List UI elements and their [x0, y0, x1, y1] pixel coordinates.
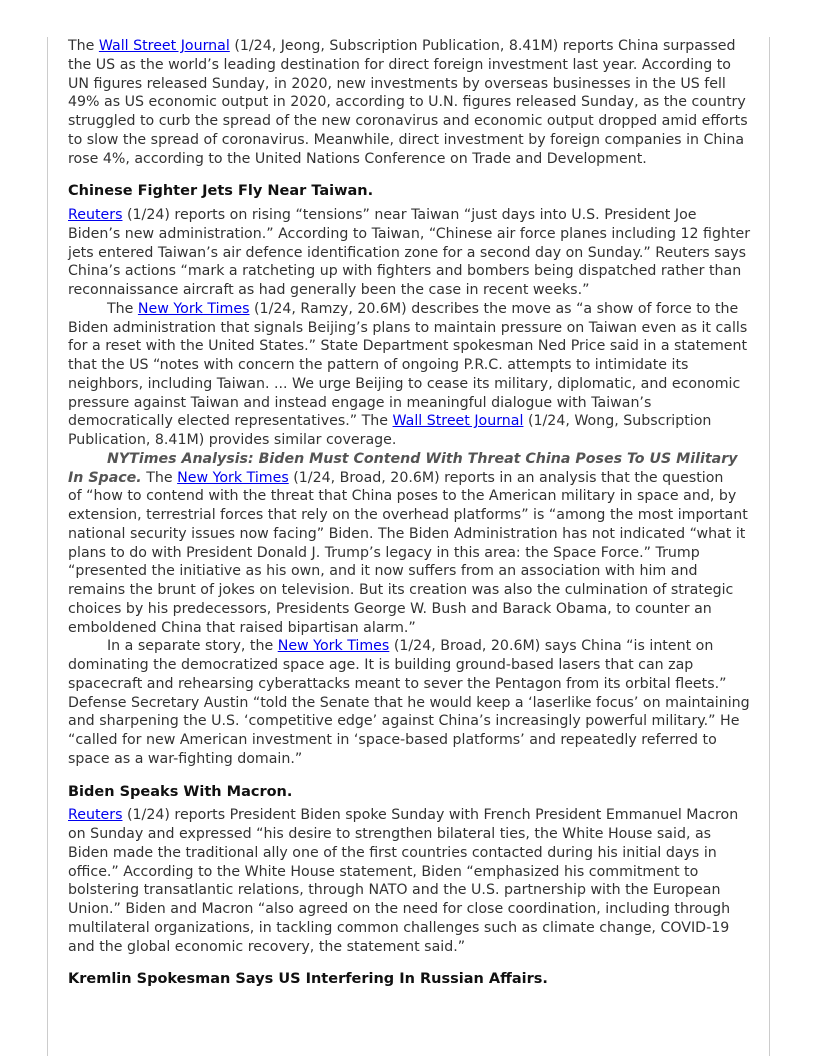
- text-run: Biden administration that signals Beijing’s plans to maintain pressure on Taiwan even as it calls: [68, 319, 748, 336]
- text-line: [68, 75, 758, 94]
- text-line: [68, 281, 758, 300]
- text-run: Publication, 8.41M) provides similar coverage.: [68, 432, 397, 448]
- text-run: office.” According to the White House statement, Biden “emphasized his commitment to: [68, 863, 699, 880]
- text-line: [68, 37, 758, 56]
- source-link[interactable]: Wall Street Journal: [392, 413, 524, 430]
- source-link[interactable]: New York Times: [137, 300, 250, 317]
- text-run: choices by his predecessors, Presidents George W. Bush and Barack Obama, to counter an: [68, 600, 712, 617]
- text-line: [68, 375, 758, 394]
- text-run: remains the brunt of jokes on television. But its creation was also the culmination of strategic: [68, 582, 734, 598]
- text-run: on Sunday and expressed “his desire to strengthen bilateral ties, the White House said, as: [68, 826, 712, 842]
- text-run: space as a war-fighting domain.”: [68, 750, 303, 767]
- text-line: [68, 131, 758, 150]
- text-line: [68, 525, 758, 544]
- article-paragraph: [68, 37, 758, 168]
- text-run: reconnaissance aircraft as had generally been the case in recent weeks.”: [68, 282, 590, 298]
- text-run: multilateral organizations, in tackling common challenges such as climate change, COVID-19: [68, 919, 730, 936]
- text-run: (1/24, Broad, 20.6M) reports in an analysis that the question: [288, 469, 724, 486]
- text-run: (1/24, Jeong, Subscription Publication, 8.41M) reports China surpassed: [229, 38, 736, 54]
- text-line: [68, 581, 758, 600]
- text-run: that the US “notes with concern the pattern of ongoing P.R.C. attempts to intimidate its: [68, 357, 689, 373]
- text-line: [68, 637, 758, 656]
- text-run: (1/24, Wong, Subscription: [523, 413, 712, 430]
- text-line: [68, 412, 758, 431]
- text-run: to slow the spread of coronavirus. Meanwhile, direct investment by foreign companies in China: [68, 131, 745, 148]
- article-paragraph: [68, 206, 758, 300]
- text-run: The: [68, 38, 99, 54]
- text-line: [68, 712, 758, 731]
- document-body: [68, 37, 758, 994]
- text-line: [68, 300, 758, 319]
- text-run: (1/24, Broad, 20.6M) says China “is intent on: [389, 638, 714, 655]
- text-run: of “how to contend with the threat that China poses to the American military in space and, by: [68, 488, 737, 505]
- text-line: [68, 469, 758, 488]
- source-link[interactable]: New York Times: [177, 469, 289, 486]
- text-run: Biden made the traditional ally one of the first countries contacted during his initial days in: [68, 844, 717, 861]
- text-line: [68, 394, 758, 413]
- text-run: In a separate story, the: [107, 638, 278, 655]
- text-line: [68, 487, 758, 506]
- text-line: [68, 881, 758, 900]
- text-run: neighbors, including Taiwan. ... We urge Beijing to cease its military, diplomatic, and economic: [68, 375, 741, 392]
- text-line: [68, 562, 758, 581]
- article-paragraph: [68, 450, 758, 638]
- text-line: [68, 675, 758, 694]
- text-line: [68, 919, 758, 938]
- text-run: China’s actions “mark a ratcheting up with fighters and bombers being dispatched rather than: [68, 263, 742, 280]
- text-line: [68, 244, 758, 263]
- source-link[interactable]: Reuters: [68, 807, 123, 824]
- text-run: and the global economic recovery, the statement said.”: [68, 938, 466, 955]
- text-line: [68, 825, 758, 844]
- text-line: [68, 900, 758, 919]
- text-run: jets entered Taiwan’s air defence identification zone for a second day on Sunday.” Reuters says: [68, 244, 747, 261]
- text-run: dominating the democratized space age. It is building ground-based lasers that can zap: [68, 657, 694, 673]
- section-heading: Biden Speaks With Macron.: [68, 783, 293, 800]
- text-run: “called for new American investment in ‘space-based platforms’ and repeatedly referred to: [68, 732, 717, 748]
- article-paragraph: [68, 300, 758, 450]
- section-heading: Chinese Fighter Jets Fly Near Taiwan.: [68, 183, 374, 200]
- text-line: [68, 319, 758, 338]
- text-run: Union.” Biden and Macron “also agreed on the need for close coordination, including through: [68, 901, 731, 917]
- text-run: “presented the initiative as his own, and it now suffers from an association with him and: [68, 563, 698, 580]
- text-run: 49% as US economic output in 2020, according to U.N. figures released Sunday, as the country: [68, 94, 746, 111]
- text-run: democratically elected representatives.” The: [68, 413, 393, 430]
- text-line: [68, 225, 758, 244]
- text-run: rose 4%, according to the United Nations Conference on Trade and Development.: [68, 150, 647, 167]
- text-run: national security issues now facing” Biden. The Biden Administration has not indicated “what it: [68, 525, 746, 542]
- analysis-headline: NYTimes Analysis: Biden Must Contend With Threat China Poses To US Military: [107, 450, 738, 467]
- text-run: emboldened China that raised bipartisan alarm.”: [68, 619, 416, 636]
- text-line: [68, 544, 758, 563]
- text-line: [68, 750, 758, 769]
- text-run: the US as the world’s leading destination for direct foreign investment last year. According to: [68, 56, 731, 73]
- text-line: [68, 337, 758, 356]
- text-run: (1/24) reports on rising “tensions” near Taiwan “just days into U.S. President Joe: [122, 207, 697, 223]
- text-run: Biden’s new administration.” According to Taiwan, “Chinese air force planes including 12 fighter: [68, 225, 751, 242]
- text-line: [68, 806, 758, 825]
- text-run: bolstering transatlantic relations, through NATO and the U.S. partnership with the European: [68, 882, 721, 899]
- text-run: The: [107, 300, 138, 317]
- article-paragraph: [68, 806, 758, 956]
- analysis-headline: In Space.: [68, 469, 142, 486]
- text-line: [68, 656, 758, 675]
- text-line: [68, 506, 758, 525]
- text-line: [68, 450, 758, 469]
- text-run: spacecraft and rehearsing cyberattacks meant to sever the Pentagon from its orbital fleets.”: [68, 675, 727, 692]
- text-run: for a reset with the United States.” State Department spokesman Ned Price said in a statement: [68, 338, 748, 355]
- text-run: The: [141, 469, 178, 486]
- source-link[interactable]: Wall Street Journal: [98, 38, 230, 54]
- text-line: [68, 356, 758, 375]
- text-run: Defense Secretary Austin “told the Senate that he would keep a ‘laserlike focus’ on maintaining: [68, 694, 750, 711]
- text-line: [68, 619, 758, 638]
- text-line: [68, 431, 758, 450]
- text-run: and sharpening the U.S. ‘competitive edge’ against China’s increasingly powerful military.” He: [68, 713, 740, 730]
- text-line: [68, 694, 758, 713]
- text-run: (1/24, Ramzy, 20.6M) describes the move as “a show of force to the: [249, 300, 739, 317]
- text-line: [68, 93, 758, 112]
- text-run: extension, terrestrial forces that rely on the overhead platforms” is “among the most important: [68, 507, 748, 523]
- text-run: struggled to curb the spread of the new coronavirus and economic output dropped amid efforts: [68, 113, 748, 129]
- text-line: [68, 112, 758, 131]
- text-run: UN figures released Sunday, in 2020, new investments by overseas businesses in the US fell: [68, 75, 726, 92]
- text-line: [68, 206, 758, 225]
- text-line: [68, 938, 758, 957]
- article-paragraph: [68, 637, 758, 768]
- text-line: [68, 600, 758, 619]
- text-line: [68, 863, 758, 882]
- text-line: [68, 150, 758, 169]
- text-run: pressure against Taiwan and instead engage in meaningful dialogue with Taiwan’s: [68, 394, 652, 411]
- text-line: [68, 262, 758, 281]
- text-line: [68, 731, 758, 750]
- section-heading: Kremlin Spokesman Says US Interfering In Russian Affairs.: [68, 971, 548, 988]
- text-run: (1/24) reports President Biden spoke Sunday with French President Emmanuel Macron: [122, 807, 739, 824]
- source-link[interactable]: New York Times: [277, 638, 390, 655]
- text-line: [68, 56, 758, 75]
- text-line: [68, 844, 758, 863]
- source-link[interactable]: Reuters: [68, 207, 123, 223]
- text-run: plans to do with President Donald J. Trump’s legacy in this area: the Space Force.” Trump: [68, 544, 700, 561]
